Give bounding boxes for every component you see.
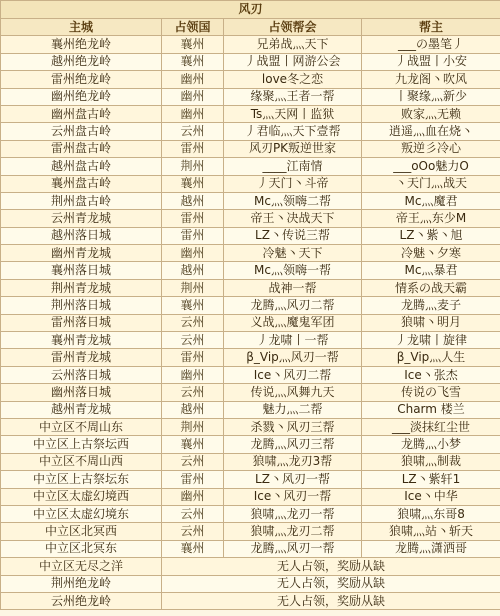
- table-row: [1, 192, 500, 209]
- cell-main-city: 襄州绝龙岭: [1, 36, 162, 53]
- cell-country: 云州: [162, 384, 224, 401]
- cell-leader: Mc灬暴君: [362, 262, 500, 279]
- cell-main-city: 幽州绝龙岭: [1, 88, 162, 105]
- cell-country: 襄州: [162, 436, 224, 453]
- cell-guild: love冬之恋: [224, 71, 362, 88]
- cell-main-city: 荆州落日城: [1, 297, 162, 314]
- cell-leader: 狼啸丶明月: [362, 314, 500, 331]
- cell-guild: 战神一帮: [224, 279, 362, 296]
- cell-leader: 龙腾灬潇洒哥: [362, 540, 500, 557]
- cell-guild: 丿战盟丨网游公会: [224, 53, 362, 70]
- table-row: [1, 523, 500, 540]
- cell-guild: 狼啸灬龙刃二帮: [224, 523, 362, 540]
- cell-main-city: 中立区不周山东: [1, 418, 162, 435]
- cell-country: 幽州: [162, 88, 224, 105]
- cell-guild: LZ丶传说三帮: [224, 227, 362, 244]
- cell-guild: 狼啸灬龙刃一帮: [224, 505, 362, 522]
- cell-main-city: 雷州盘古岭: [1, 140, 162, 157]
- cell-guild: Mc灬领嗨一帮: [224, 262, 362, 279]
- table-row: [1, 297, 500, 314]
- cell-leader: 狼啸灬制裁: [362, 453, 500, 470]
- cell-country: 襄州: [162, 36, 224, 53]
- cell-leader: 九龙阁丶吹风: [362, 71, 500, 88]
- cell-main-city: 襄州盘古岭: [1, 175, 162, 192]
- table-row-unoccupied: [1, 575, 500, 592]
- table-row: [1, 227, 500, 244]
- cell-main-city: 荆州青龙城: [1, 279, 162, 296]
- cell-leader: Ice丶张杰: [362, 366, 500, 383]
- cell-main-city: 中立区北冥西: [1, 523, 162, 540]
- cell-main-city: 襄州落日城: [1, 262, 162, 279]
- cell-country: 襄州: [162, 540, 224, 557]
- cell-unoccupied-note: 无人占领，奖励从缺: [162, 558, 500, 575]
- table-row: [1, 384, 500, 401]
- cell-main-city: 幽州盘古岭: [1, 105, 162, 122]
- server-title: 风刃: [1, 1, 500, 19]
- cell-leader: 狼啸灬站丶斩天: [362, 523, 500, 540]
- cell-guild: 冷魅丶天下: [224, 245, 362, 262]
- cell-main-city: 越州落日城: [1, 227, 162, 244]
- cell-country: 雷州: [162, 471, 224, 488]
- cell-guild: Mc灬领嗨二帮: [224, 192, 362, 209]
- cell-leader: 帝王灬东少M: [362, 210, 500, 227]
- cell-country: 襄州: [162, 53, 224, 70]
- cell-country: 越州: [162, 401, 224, 418]
- cell-leader: LZ丶紫丶旭: [362, 227, 500, 244]
- table-row: [1, 105, 500, 122]
- cell-guild: 传说灬风舞九天: [224, 384, 362, 401]
- cell-unoccupied-note: 无人占领，奖励从缺: [162, 575, 500, 592]
- cell-guild: β_Vip灬风刃一帮: [224, 349, 362, 366]
- cell-guild: 丿龙啸丨一帮: [224, 332, 362, 349]
- cell-guild: 杀戮丶风刃三帮: [224, 418, 362, 435]
- table-row: [1, 436, 500, 453]
- cell-main-city: 云州盘古岭: [1, 123, 162, 140]
- cell-main-city: 幽州青龙城: [1, 245, 162, 262]
- cell-guild: 龙腾灬风刃二帮: [224, 297, 362, 314]
- header-main-city: 主城: [1, 19, 162, 36]
- header-occupying-country: 占领国: [162, 19, 224, 36]
- cell-leader: 龙腾灬小梦: [362, 436, 500, 453]
- cell-country: 幽州: [162, 71, 224, 88]
- cell-country: 云州: [162, 453, 224, 470]
- cell-country: 越州: [162, 262, 224, 279]
- cell-main-city: 荆州盘古岭: [1, 192, 162, 209]
- header-guild-leader: 帮主: [362, 19, 500, 36]
- cell-main-city: 雷州绝龙岭: [1, 71, 162, 88]
- table-row: [1, 332, 500, 349]
- cell-country: 荆州: [162, 279, 224, 296]
- table-row: [1, 453, 500, 470]
- table-row: [1, 210, 500, 227]
- cell-leader: 传说の飞雪: [362, 384, 500, 401]
- cell-guild: 帝王丶决战天下: [224, 210, 362, 227]
- table-row: [1, 314, 500, 331]
- cell-leader: 败家灬无赖: [362, 105, 500, 122]
- cell-guild: 丿天门丶斗帝: [224, 175, 362, 192]
- table-row: [1, 401, 500, 418]
- cell-country: 云州: [162, 332, 224, 349]
- cell-guild: Ice丶风刃一帮: [224, 488, 362, 505]
- cell-country: 幽州: [162, 366, 224, 383]
- cell-main-city: 中立区太虚幻境西: [1, 488, 162, 505]
- table-row: [1, 471, 500, 488]
- cell-guild: Ice丶风刃二帮: [224, 366, 362, 383]
- cell-leader: 丿龙啸丨旋律: [362, 332, 500, 349]
- cell-main-city: 越州盘古岭: [1, 158, 162, 175]
- cell-guild: ____江南情: [224, 158, 362, 175]
- cell-leader: 逍遥灬血在烧丶: [362, 123, 500, 140]
- table-row: [1, 349, 500, 366]
- table-row: [1, 71, 500, 88]
- cell-leader: 冷魅丶夕寒: [362, 245, 500, 262]
- table-row: [1, 366, 500, 383]
- cell-main-city: 中立区太虚幻境东: [1, 505, 162, 522]
- cell-leader: 丶天门灬战天: [362, 175, 500, 192]
- cell-country: 雷州: [162, 227, 224, 244]
- cell-leader: β_Vip灬人生: [362, 349, 500, 366]
- cell-country: 云州: [162, 523, 224, 540]
- table-row: [1, 36, 500, 53]
- table-row: [1, 140, 500, 157]
- cell-leader: Mc灬魔君: [362, 192, 500, 209]
- cell-leader: ___oOo魅力O: [362, 158, 500, 175]
- cell-main-city: 中立区北冥东: [1, 540, 162, 557]
- cell-guild: 魅力灬二帮: [224, 401, 362, 418]
- cell-main-city: 襄州青龙城: [1, 332, 162, 349]
- cell-guild: 兄弟战灬天下: [224, 36, 362, 53]
- cell-leader: 叛逆彡冷心: [362, 140, 500, 157]
- cell-country: 荆州: [162, 418, 224, 435]
- cell-country: 幽州: [162, 488, 224, 505]
- cell-country: 云州: [162, 314, 224, 331]
- cell-leader: LZ丶紫轩1: [362, 471, 500, 488]
- cell-guild: Ts灬天网丨监狱: [224, 105, 362, 122]
- cell-leader: Ice丶中华: [362, 488, 500, 505]
- table-row: [1, 418, 500, 435]
- cell-main-city: 云州青龙城: [1, 210, 162, 227]
- table-row: [1, 279, 500, 296]
- cell-main-city: 越州青龙城: [1, 401, 162, 418]
- cell-country: 雷州: [162, 140, 224, 157]
- cell-main-city: 中立区上古祭坛东: [1, 471, 162, 488]
- cell-main-city: 中立区无尽之洋: [1, 558, 162, 575]
- cell-guild: 丿君临灬天下壹帮: [224, 123, 362, 140]
- table-row: [1, 53, 500, 70]
- cell-main-city: 云州落日城: [1, 366, 162, 383]
- cell-guild: 狼啸灬龙刃3帮: [224, 453, 362, 470]
- cell-leader: 狼啸灬东哥8: [362, 505, 500, 522]
- cell-country: 雷州: [162, 349, 224, 366]
- table-row-unoccupied: [1, 558, 500, 575]
- cell-country: 越州: [162, 192, 224, 209]
- cell-main-city: 越州绝龙岭: [1, 53, 162, 70]
- table-row-unoccupied: [1, 592, 500, 609]
- cell-country: 云州: [162, 123, 224, 140]
- cell-main-city: 幽州落日城: [1, 384, 162, 401]
- table-row: [1, 175, 500, 192]
- cell-main-city: 雷州落日城: [1, 314, 162, 331]
- cell-leader: 丨聚缘灬新少: [362, 88, 500, 105]
- cell-leader: 龙腾灬麦子: [362, 297, 500, 314]
- cell-main-city: 中立区不周山西: [1, 453, 162, 470]
- cell-guild: 龙腾灬风刃三帮: [224, 436, 362, 453]
- cell-guild: 义战灬魔鬼军团: [224, 314, 362, 331]
- cell-leader: ___淡抹红尘世: [362, 418, 500, 435]
- cell-country: 襄州: [162, 297, 224, 314]
- cell-country: 荆州: [162, 158, 224, 175]
- cell-leader: ___の墨笔丿: [362, 36, 500, 53]
- cell-main-city: 雷州青龙城: [1, 349, 162, 366]
- table-row: [1, 245, 500, 262]
- cell-guild: 风刃PK叛逆世家: [224, 140, 362, 157]
- cell-leader: 丿战盟丨小安: [362, 53, 500, 70]
- cell-country: 襄州: [162, 175, 224, 192]
- cell-main-city: 荆州绝龙岭: [1, 575, 162, 592]
- table-row: [1, 123, 500, 140]
- cell-leader: Charm 楼兰: [362, 401, 500, 418]
- table-row: [1, 505, 500, 522]
- header-occupying-guild: 占领帮会: [224, 19, 362, 36]
- table-row: [1, 540, 500, 557]
- cell-guild: 缘聚灬王者一帮: [224, 88, 362, 105]
- cell-leader: 情系の战天霸: [362, 279, 500, 296]
- cell-main-city: 中立区上古祭坛西: [1, 436, 162, 453]
- cell-guild: LZ丶风刃一帮: [224, 471, 362, 488]
- cell-country: 幽州: [162, 245, 224, 262]
- cell-country: 幽州: [162, 105, 224, 122]
- table-row: [1, 262, 500, 279]
- table-row: [1, 88, 500, 105]
- cell-main-city: 云州绝龙岭: [1, 592, 162, 609]
- cell-unoccupied-note: 无人占领，奖励从缺: [162, 592, 500, 609]
- table-row: [1, 158, 500, 175]
- cell-country: 雷州: [162, 210, 224, 227]
- cell-guild: 龙腾灬风刃一帮: [224, 540, 362, 557]
- cell-country: 云州: [162, 505, 224, 522]
- table-row: [1, 488, 500, 505]
